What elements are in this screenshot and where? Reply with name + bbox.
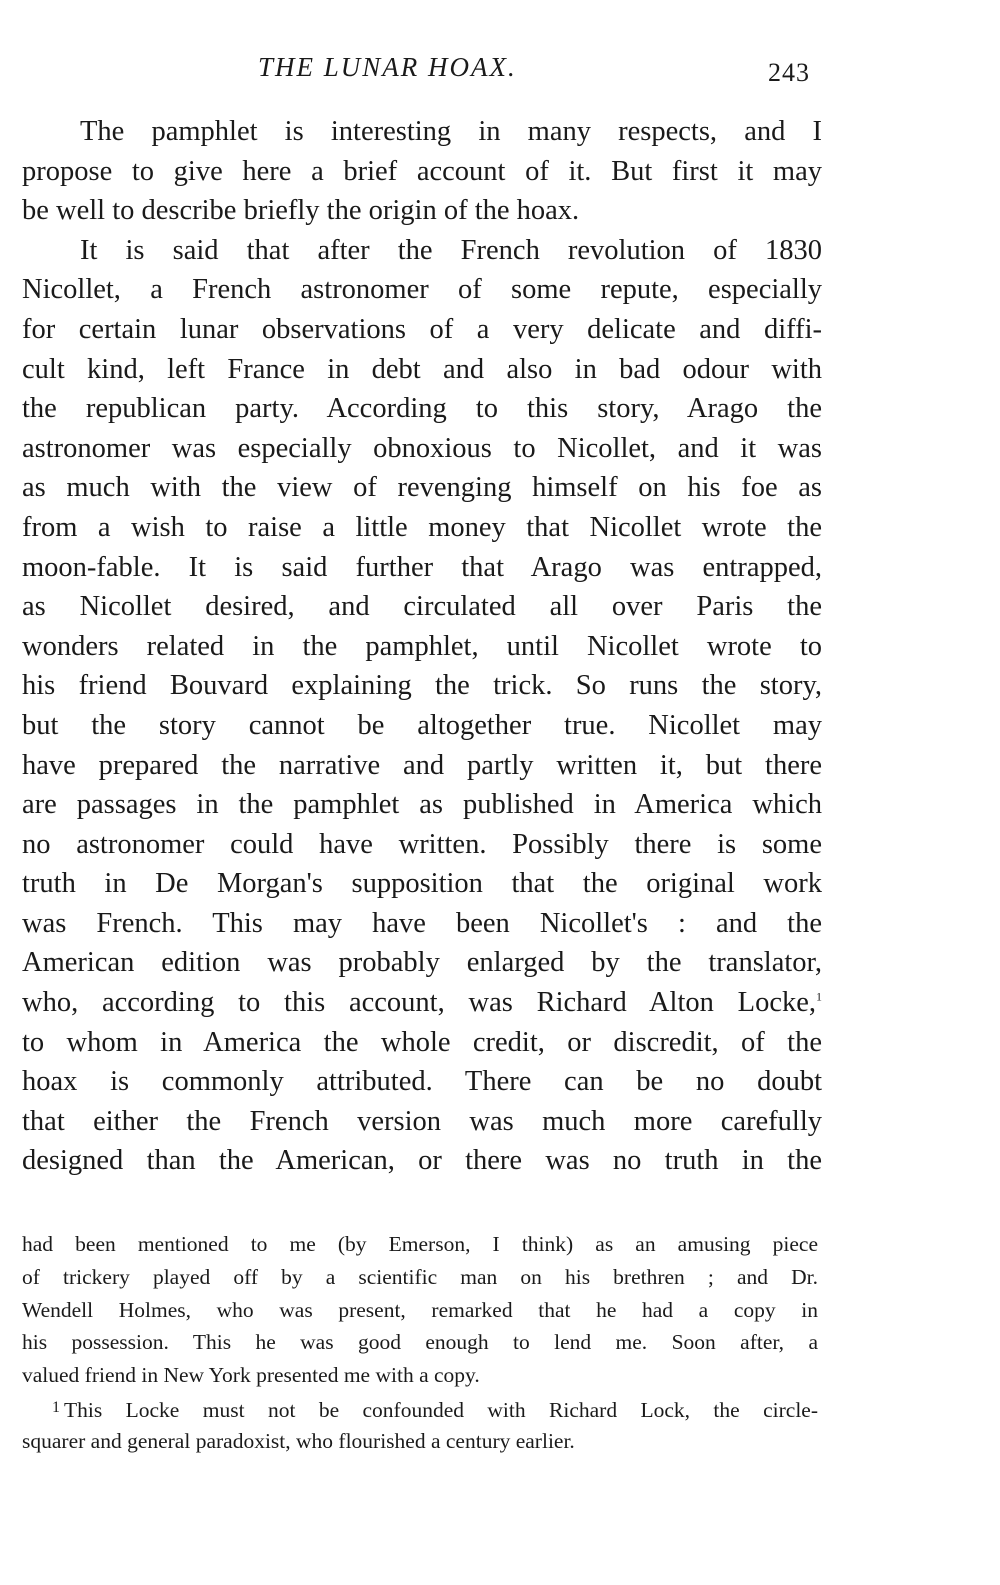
footnote-line: squarer and general paradoxist, who flourished a century earlier.	[22, 1428, 575, 1453]
text-line: truth in De Morgan's supposition that the original work	[22, 868, 822, 900]
running-title: THE LUNAR HOAX.	[258, 52, 517, 82]
text-line: It is said that after the French revolution of 1830	[80, 234, 822, 266]
footnote-ref: 1	[816, 989, 822, 1004]
text-line: moon-fable. It is said further that Arago was entrapped,	[22, 551, 822, 583]
text-line: for certain lunar observations of a very delicate and diffi-	[22, 313, 822, 345]
text-line: the republican party. According to this story, Arago the	[22, 393, 822, 425]
footnotes	[22, 1228, 818, 1458]
text-line: to whom in America the whole credit, or discredit, of the	[22, 1026, 822, 1058]
text-line: American edition was probably enlarged by the translator,	[22, 947, 822, 979]
text-line: that either the French version was much more carefully	[22, 1105, 822, 1137]
text-line: no astronomer could have written. Possibly there is some	[22, 828, 822, 860]
text-line: from a wish to raise a little money that Nicollet wrote the	[22, 511, 822, 543]
text-line: as much with the view of revenging himself on his foe as	[22, 472, 822, 504]
footnote-line: had been mentioned to me (by Emerson, I think) as an amusing piece	[22, 1232, 818, 1256]
text-line: The pamphlet is interesting in many respects, and I	[80, 116, 822, 147]
text-line: hoax is commonly attributed. There can be no doubt	[22, 1066, 822, 1098]
text-line-with-note	[22, 983, 822, 1023]
text-line: as Nicollet desired, and circulated all over Paris the	[22, 591, 822, 623]
text-line: Nicollet, a French astronomer of some repute, especially	[22, 274, 822, 306]
text-line: his friend Bouvard explaining the trick. So runs the story,	[22, 670, 822, 702]
text-line: are passages in the pamphlet as published in America which	[22, 789, 822, 821]
text-line: be well to describe briefly the origin of the hoax.	[22, 195, 580, 227]
footnote-1	[22, 1392, 818, 1425]
footnote-line: This Locke must not be confounded with Richard Lock, the circle-	[64, 1397, 818, 1422]
footnote-line: of trickery played off by a scientific man on his brethren ; and Dr.	[22, 1264, 818, 1289]
footnote-line: Wendell Holmes, who was present, remarked that he had a copy in	[22, 1297, 818, 1322]
text-line: but the story cannot be altogether true. Nicollet may	[22, 709, 822, 741]
footnote-number: 1	[52, 1398, 60, 1416]
text-line: was French. This may have been Nicollet's : and the	[22, 907, 822, 939]
text-line: designed than the American, or there was no truth in the	[22, 1145, 822, 1177]
text-line: cult kind, left France in debt and also in bad odour with	[22, 353, 822, 385]
footnote-line: his possession. This he was good enough to lend me. Soon after, a	[22, 1330, 818, 1355]
text-line: have prepared the narrative and partly written it, but there	[22, 749, 822, 781]
page-number: 243	[768, 58, 810, 87]
text-line: wonders related in the pamphlet, until Nicollet wrote to	[22, 630, 822, 662]
text-line: propose to give here a brief account of it. But first it may	[22, 155, 822, 187]
footnote-line: valued friend in New York presented me with a copy.	[22, 1363, 480, 1388]
text-line: astronomer was especially obnoxious to Nicollet, and it was	[22, 432, 822, 464]
body-text	[22, 112, 822, 1181]
text-line-content: who, according to this account, was Richard Alton Locke,	[22, 987, 816, 1019]
